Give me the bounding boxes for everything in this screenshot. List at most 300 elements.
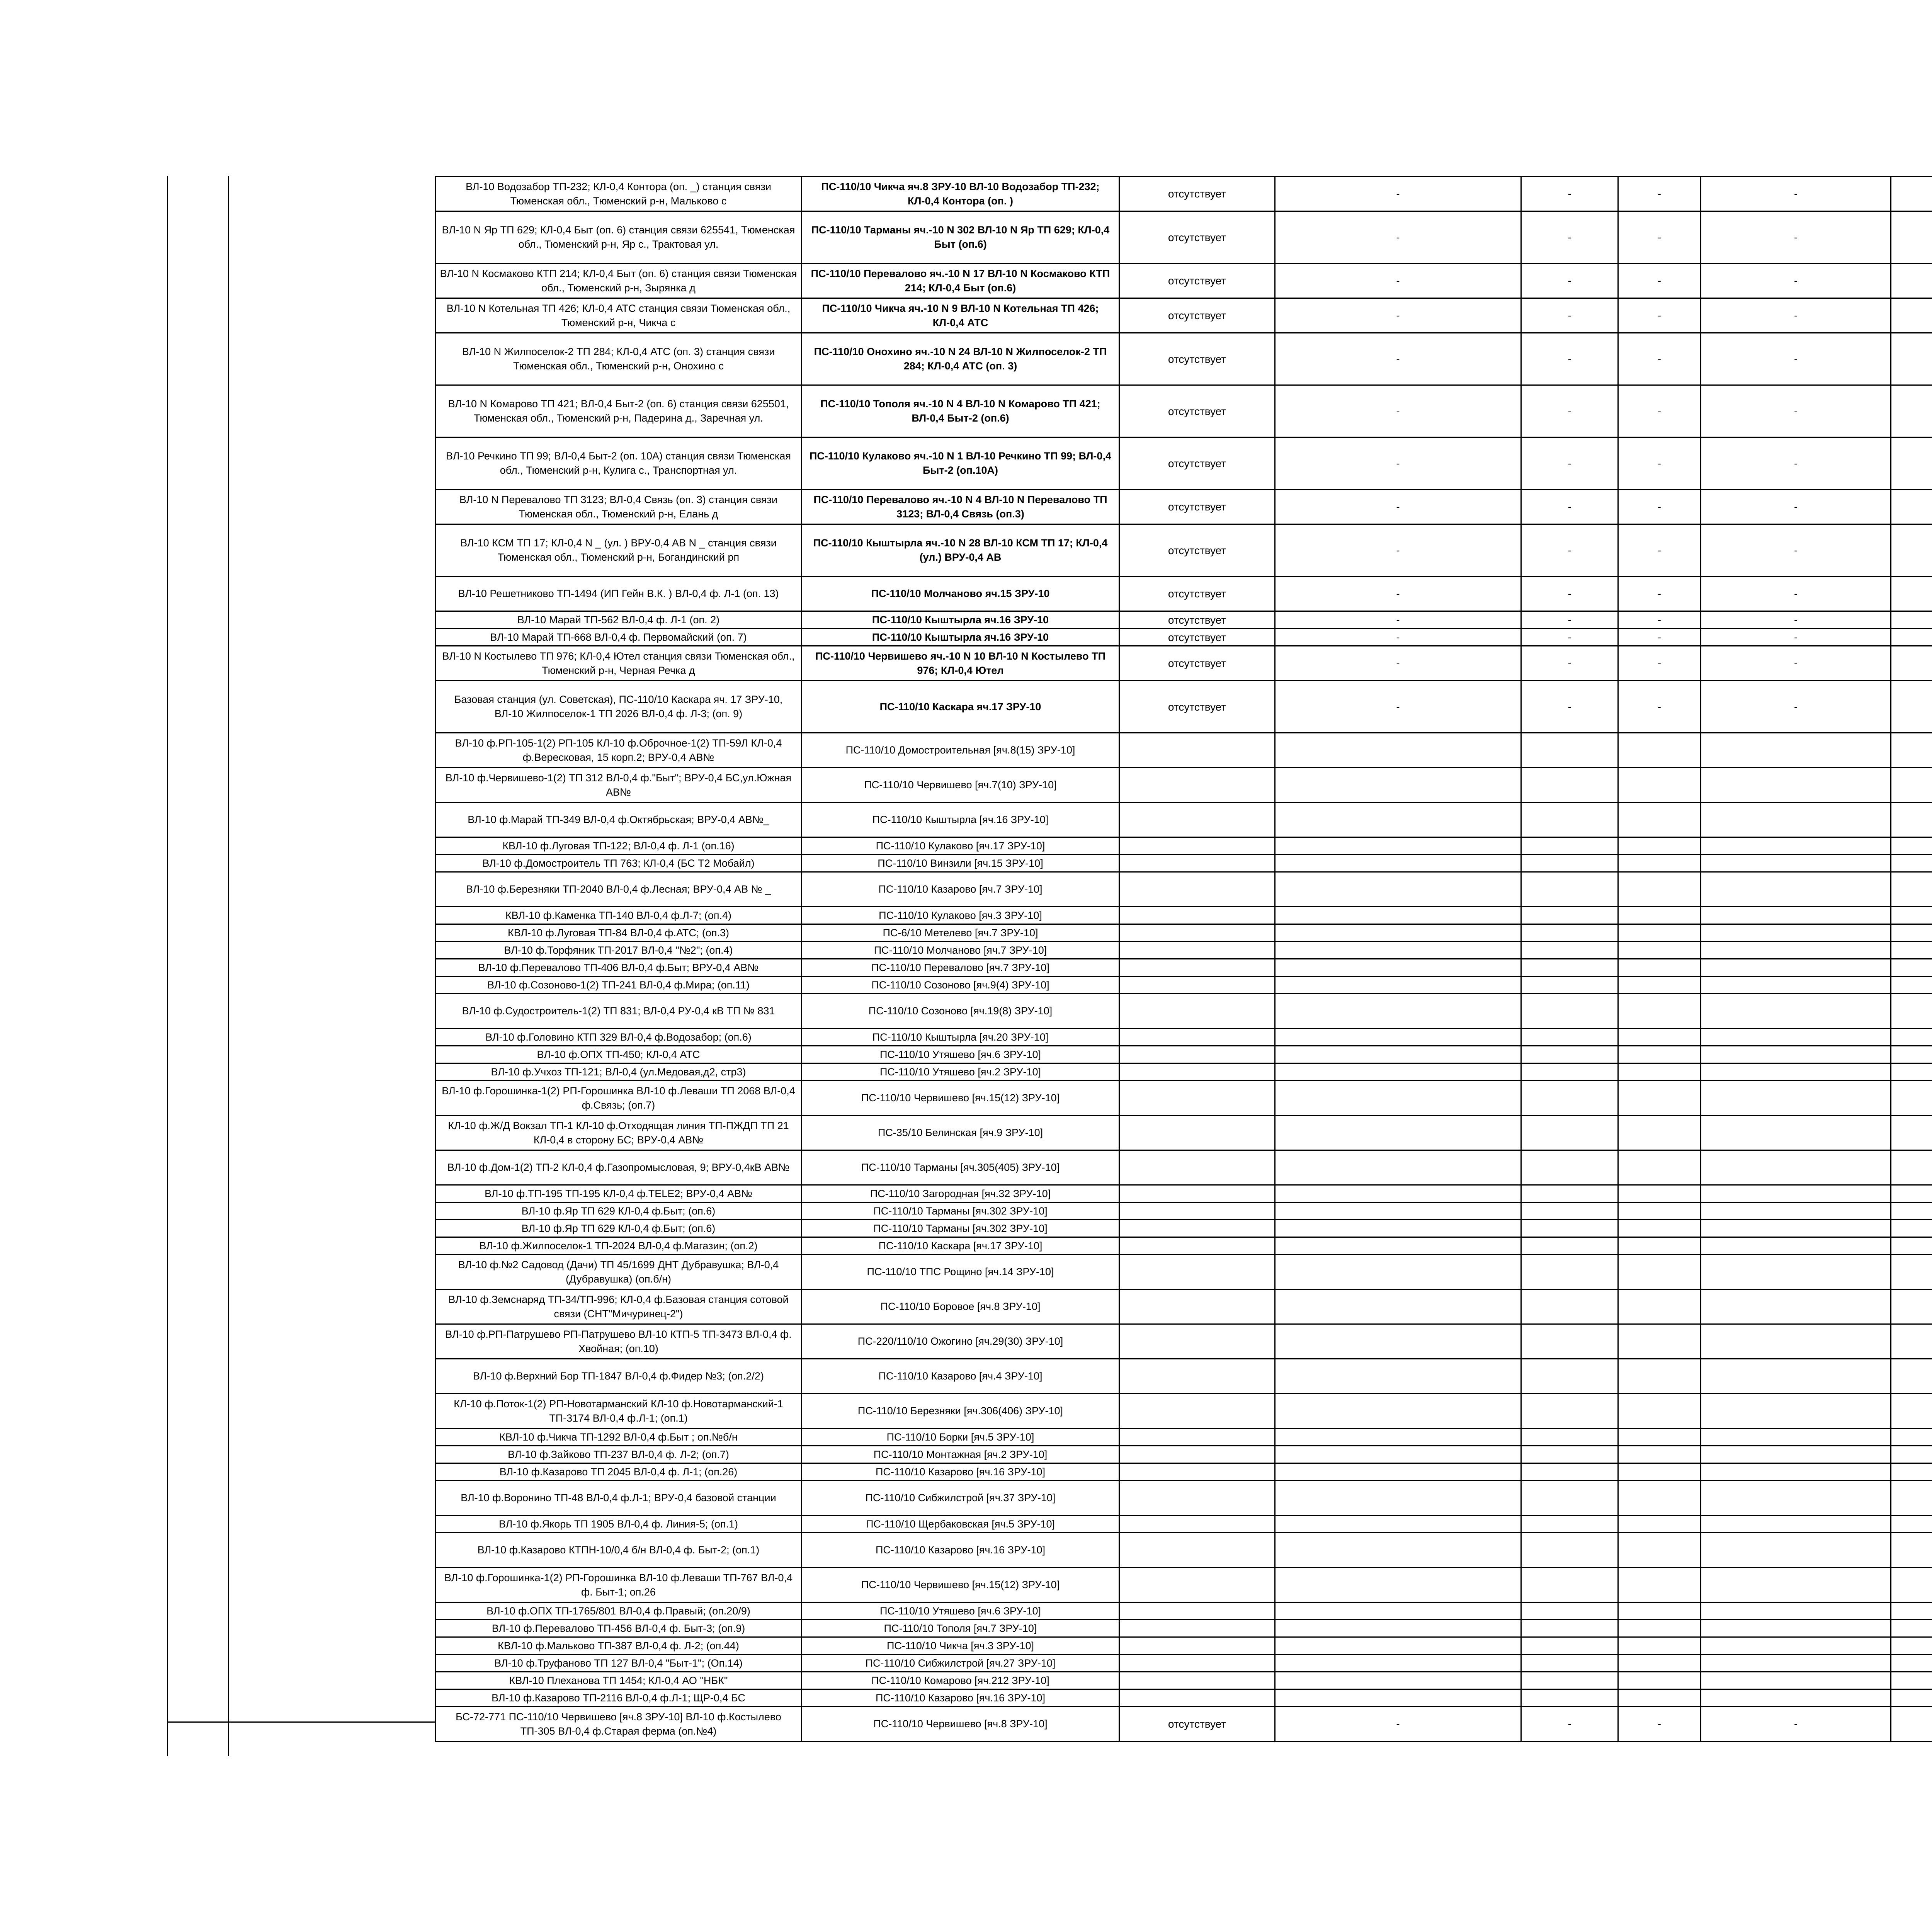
value-cell (1891, 1394, 1932, 1429)
substation-cell: ПС-110/10 Кулаково [яч.17 ЗРУ-10] (802, 837, 1119, 855)
substation-cell: ПС-110/10 Червишево [яч.15(12) ЗРУ-10] (802, 1568, 1119, 1602)
value-cell (1891, 1689, 1932, 1707)
value-cell (1275, 1081, 1521, 1116)
value-cell (1521, 1463, 1618, 1481)
table-row (435, 855, 1932, 872)
value-cell (1701, 1063, 1891, 1081)
value-cell (1891, 994, 1932, 1029)
value-cell (1275, 959, 1521, 976)
table-row (435, 872, 1932, 907)
line-description-cell: ВЛ-10 ф.Жилпоселок-1 ТП-2024 ВЛ-0,4 ф.Магазин; (оп.2) (435, 1237, 802, 1255)
value-cell (1891, 1707, 1932, 1742)
table-row (435, 490, 1932, 524)
value-cell (1521, 1568, 1618, 1602)
value-cell: - (1521, 385, 1618, 437)
status-cell: отсутствует (1119, 264, 1275, 298)
line-description-cell: ВЛ-10 ф.Червишево-1(2) ТП 312 ВЛ-0,4 ф."Быт"; ВРУ-0,4 БС,ул.Южная АВ№ (435, 768, 802, 803)
status-cell: отсутствует (1119, 1707, 1275, 1742)
status-cell (1119, 1324, 1275, 1359)
value-cell (1521, 768, 1618, 803)
value-cell: - (1618, 629, 1701, 646)
value-cell (1701, 1516, 1891, 1533)
status-cell (1119, 1446, 1275, 1463)
value-cell (1618, 1672, 1701, 1689)
value-cell (1701, 1220, 1891, 1237)
value-cell: - (1618, 611, 1701, 629)
value-cell (1618, 1046, 1701, 1063)
line-description-cell: ВЛ-10 ф.Перевалово ТП-406 ВЛ-0,4 ф.Быт; ВРУ-0,4 АВ№ (435, 959, 802, 976)
value-cell (1521, 803, 1618, 837)
value-cell (1891, 1046, 1932, 1063)
value-cell: - (1275, 490, 1521, 524)
line-description-cell: ВЛ-10 ф.ТП-195 ТП-195 КЛ-0,4 ф.TELE2; ВРУ-0,4 АВ№ (435, 1185, 802, 1203)
value-cell (1521, 1081, 1618, 1116)
value-cell: - (1521, 211, 1618, 264)
value-cell (1891, 1063, 1932, 1081)
value-cell: - (1521, 629, 1618, 646)
line-description-cell: ВЛ-10 ф.Марай ТП-349 ВЛ-0,4 ф.Октябрьская; ВРУ-0,4 АВ№_ (435, 803, 802, 837)
value-cell: - (1701, 629, 1891, 646)
value-cell (1618, 872, 1701, 907)
status-cell (1119, 1255, 1275, 1289)
value-cell (1891, 333, 1932, 385)
value-cell (1618, 768, 1701, 803)
table-body (435, 177, 1932, 1742)
table-row (435, 333, 1932, 385)
value-cell: - (1275, 211, 1521, 264)
value-cell (1275, 1237, 1521, 1255)
value-cell (1891, 976, 1932, 994)
value-cell (1521, 1655, 1618, 1672)
substation-cell: ПС-110/10 Загородная [яч.32 ЗРУ-10] (802, 1185, 1119, 1203)
value-cell: - (1618, 385, 1701, 437)
value-cell: - (1521, 177, 1618, 211)
status-cell (1119, 1689, 1275, 1707)
status-cell: отсутствует (1119, 629, 1275, 646)
substation-cell: ПС-110/10 Червишево яч.-10 N 10 ВЛ-10 N Костылево ТП 976; КЛ-0,4 Ютел (802, 646, 1119, 681)
substation-cell: ПС-220/110/10 Ожогино [яч.29(30) ЗРУ-10] (802, 1324, 1119, 1359)
substation-cell: ПС-110/10 Домостроительная [яч.8(15) ЗРУ-10] (802, 733, 1119, 768)
value-cell (1521, 976, 1618, 994)
value-cell (1618, 1446, 1701, 1463)
value-cell (1701, 803, 1891, 837)
value-cell (1275, 837, 1521, 855)
line-description-cell: ВЛ-10 N Жилпоселок-2 ТП 284; КЛ-0,4 АТС (оп. 3) станция связи Тюменская обл., Тюменский р-н, Онохино с (435, 333, 802, 385)
line-description-cell: КВЛ-10 ф.Луговая ТП-122; ВЛ-0,4 ф. Л-1 (оп.16) (435, 837, 802, 855)
value-cell (1521, 837, 1618, 855)
line-description-cell: КВЛ-10 ф.Мальково ТП-387 ВЛ-0,4 ф. Л-2; (оп.44) (435, 1637, 802, 1655)
table-row (435, 177, 1932, 211)
line-description-cell: ВЛ-10 ф.Учхоз ТП-121; ВЛ-0,4 (ул.Медовая,д2, стр3) (435, 1063, 802, 1081)
value-cell (1701, 1185, 1891, 1203)
value-cell (1275, 1394, 1521, 1429)
value-cell (1701, 1255, 1891, 1289)
substation-cell: ПС-110/10 Кыштырла яч.-10 N 28 ВЛ-10 КСМ ТП 17; КЛ-0,4 (ул.) ВРУ-0,4 АВ (802, 524, 1119, 577)
value-cell: - (1618, 1707, 1701, 1742)
line-description-cell: ВЛ-10 N Котельная ТП 426; КЛ-0,4 АТС станция связи Тюменская обл., Тюменский р-н, Чикча с (435, 298, 802, 333)
value-cell (1891, 1289, 1932, 1324)
table-row (435, 1707, 1932, 1742)
value-cell (1521, 1359, 1618, 1394)
substation-cell: ПС-110/10 Сибжилстрой [яч.27 ЗРУ-10] (802, 1655, 1119, 1672)
line-description-cell: ВЛ-10 КСМ ТП 17; КЛ-0,4 N _ (ул. ) ВРУ-0,4 АВ N _ станция связи Тюменская обл., Тюменский р-н, Богандинский рп (435, 524, 802, 577)
line-description-cell: ВЛ-10 ф.Казарово ТП-2116 ВЛ-0,4 ф.Л-1; ЩР-0,4 БС (435, 1689, 802, 1707)
table-row (435, 1481, 1932, 1516)
table-row (435, 924, 1932, 942)
table-row (435, 976, 1932, 994)
value-cell (1891, 1150, 1932, 1185)
value-cell (1275, 872, 1521, 907)
value-cell (1618, 1689, 1701, 1707)
table-row (435, 837, 1932, 855)
value-cell (1275, 976, 1521, 994)
value-cell (1618, 1568, 1701, 1602)
value-cell (1275, 733, 1521, 768)
value-cell (1618, 1637, 1701, 1655)
value-cell (1891, 872, 1932, 907)
value-cell (1891, 1516, 1932, 1533)
value-cell (1701, 942, 1891, 959)
value-cell (1701, 1116, 1891, 1150)
line-description-cell: КВЛ-10 Плеханова ТП 1454; КЛ-0,4 АО "НБК" (435, 1672, 802, 1689)
value-cell (1701, 1689, 1891, 1707)
value-cell: - (1521, 577, 1618, 611)
value-cell (1891, 611, 1932, 629)
value-cell: - (1275, 646, 1521, 681)
substation-cell: ПС-110/10 Казарово [яч.16 ЗРУ-10] (802, 1463, 1119, 1481)
status-cell (1119, 1116, 1275, 1150)
status-cell (1119, 1481, 1275, 1516)
line-description-cell: ВЛ-10 ф.ОПХ ТП-1765/801 ВЛ-0,4 ф.Правый; (оп.20/9) (435, 1602, 802, 1620)
value-cell (1891, 1481, 1932, 1516)
value-cell: - (1618, 681, 1701, 733)
substation-cell: ПС-110/10 Созоново [яч.19(8) ЗРУ-10] (802, 994, 1119, 1029)
value-cell: - (1521, 681, 1618, 733)
value-cell (1618, 1394, 1701, 1429)
status-cell (1119, 1185, 1275, 1203)
value-cell (1618, 1324, 1701, 1359)
value-cell (1891, 924, 1932, 942)
status-cell (1119, 733, 1275, 768)
left-border-line-2 (228, 176, 229, 1756)
line-description-cell: ВЛ-10 ф.Верхний Бор ТП-1847 ВЛ-0,4 ф.Фидер №3; (оп.2/2) (435, 1359, 802, 1394)
line-description-cell: ВЛ-10 Водозабор ТП-232; КЛ-0,4 Контора (оп. _) станция связи Тюменская обл., Тюменский р-н, Мальково с (435, 177, 802, 211)
line-description-cell: КЛ-10 ф.Поток-1(2) РП-Новотарманский КЛ-10 ф.Новотарманский-1 ТП-3174 ВЛ-0,4 ф.Л-1; (оп.1) (435, 1394, 802, 1429)
table-row (435, 1029, 1932, 1046)
value-cell (1701, 1620, 1891, 1637)
status-cell (1119, 1533, 1275, 1568)
value-cell (1521, 942, 1618, 959)
value-cell (1521, 1116, 1618, 1150)
value-cell (1521, 924, 1618, 942)
status-cell (1119, 1029, 1275, 1046)
value-cell (1701, 872, 1891, 907)
value-cell (1521, 1255, 1618, 1289)
table-row (435, 1289, 1932, 1324)
value-cell (1701, 1081, 1891, 1116)
line-description-cell: ВЛ-10 ф.Казарово ТП 2045 ВЛ-0,4 ф. Л-1; (оп.26) (435, 1463, 802, 1481)
value-cell (1618, 1602, 1701, 1620)
table-row (435, 1689, 1932, 1707)
value-cell (1275, 907, 1521, 924)
value-cell (1275, 1289, 1521, 1324)
substation-cell: ПС-110/10 Молчаново [яч.7 ЗРУ-10] (802, 942, 1119, 959)
table-row (435, 1655, 1932, 1672)
value-cell (1618, 1150, 1701, 1185)
value-cell (1891, 768, 1932, 803)
value-cell (1618, 1029, 1701, 1046)
status-cell (1119, 803, 1275, 837)
value-cell (1701, 1289, 1891, 1324)
value-cell (1891, 1637, 1932, 1655)
value-cell: - (1618, 524, 1701, 577)
value-cell (1701, 855, 1891, 872)
value-cell: - (1701, 437, 1891, 490)
value-cell: - (1275, 298, 1521, 333)
value-cell (1275, 942, 1521, 959)
value-cell (1275, 1568, 1521, 1602)
table-row (435, 298, 1932, 333)
value-cell (1891, 1359, 1932, 1394)
substation-cell: ПС-110/10 Червишево [яч.15(12) ЗРУ-10] (802, 1081, 1119, 1116)
table-row (435, 1255, 1932, 1289)
status-cell: отсутствует (1119, 611, 1275, 629)
value-cell (1701, 1481, 1891, 1516)
value-cell (1521, 1289, 1618, 1324)
status-cell: отсутствует (1119, 333, 1275, 385)
value-cell (1891, 1568, 1932, 1602)
value-cell: - (1701, 1707, 1891, 1742)
value-cell (1618, 1359, 1701, 1394)
status-cell (1119, 872, 1275, 907)
table-row (435, 1568, 1932, 1602)
value-cell (1701, 907, 1891, 924)
table-row (435, 211, 1932, 264)
value-cell: - (1275, 333, 1521, 385)
line-description-cell: ВЛ-10 ф.Горошинка-1(2) РП-Горошинка ВЛ-10 ф.Леваши ТП-767 ВЛ-0,4 ф. Быт-1; оп.26 (435, 1568, 802, 1602)
value-cell: - (1521, 646, 1618, 681)
value-cell (1891, 942, 1932, 959)
table-row (435, 1185, 1932, 1203)
value-cell (1891, 1116, 1932, 1150)
substation-cell: ПС-110/10 Винзили [яч.15 ЗРУ-10] (802, 855, 1119, 872)
value-cell (1891, 907, 1932, 924)
line-description-cell: ВЛ-10 N Космаково КТП 214; КЛ-0,4 Быт (оп. 6) станция связи Тюменская обл., Тюменский р-н, Зырянка д (435, 264, 802, 298)
value-cell (1891, 1446, 1932, 1463)
value-cell: - (1618, 646, 1701, 681)
value-cell (1701, 1324, 1891, 1359)
status-cell (1119, 1620, 1275, 1637)
value-cell (1275, 1516, 1521, 1533)
line-description-cell: ВЛ-10 ф.Горошинка-1(2) РП-Горошинка ВЛ-10 ф.Леваши ТП 2068 ВЛ-0,4 ф.Связь; (оп.7) (435, 1081, 802, 1116)
value-cell (1521, 1672, 1618, 1689)
table-row (435, 1359, 1932, 1394)
value-cell (1275, 1463, 1521, 1481)
value-cell (1891, 1255, 1932, 1289)
substation-cell: ПС-110/10 Кыштырла [яч.16 ЗРУ-10] (802, 803, 1119, 837)
status-cell: отсутствует (1119, 385, 1275, 437)
value-cell (1521, 1324, 1618, 1359)
table-row (435, 577, 1932, 611)
value-cell (1275, 994, 1521, 1029)
value-cell: - (1618, 298, 1701, 333)
value-cell (1891, 1533, 1932, 1568)
line-description-cell: ВЛ-10 ф.Якорь ТП 1905 ВЛ-0,4 ф. Линия-5; (оп.1) (435, 1516, 802, 1533)
table-row (435, 1429, 1932, 1446)
value-cell (1618, 1655, 1701, 1672)
value-cell (1891, 1672, 1932, 1689)
value-cell (1618, 1620, 1701, 1637)
substation-cell: ПС-110/10 Комарово [яч.212 ЗРУ-10] (802, 1672, 1119, 1689)
substation-cell: ПС-110/10 Казарово [яч.4 ЗРУ-10] (802, 1359, 1119, 1394)
value-cell (1521, 1602, 1618, 1620)
line-description-cell: ВЛ-10 ф.Воронино ТП-48 ВЛ-0,4 ф.Л-1; ВРУ-0,4 базовой станции (435, 1481, 802, 1516)
value-cell (1891, 524, 1932, 577)
value-cell (1891, 1463, 1932, 1481)
value-cell (1891, 959, 1932, 976)
line-description-cell: ВЛ-10 ф.ОПХ ТП-450; КЛ-0,4 АТС (435, 1046, 802, 1063)
value-cell: - (1275, 577, 1521, 611)
value-cell (1891, 177, 1932, 211)
table-row (435, 1324, 1932, 1359)
substation-cell: ПС-110/10 ТПС Рощино [яч.14 ЗРУ-10] (802, 1255, 1119, 1289)
value-cell (1275, 1655, 1521, 1672)
value-cell (1701, 1394, 1891, 1429)
substation-cell: ПС-110/10 Казарово [яч.7 ЗРУ-10] (802, 872, 1119, 907)
table-row (435, 385, 1932, 437)
line-description-cell: ВЛ-10 ф.Земснаряд ТП-34/ТП-996; КЛ-0,4 ф.Базовая станция сотовой связи (СНТ"Мичуринец-2") (435, 1289, 802, 1324)
value-cell (1701, 1637, 1891, 1655)
value-cell (1521, 1394, 1618, 1429)
substation-cell: ПС-110/10 Созоново [яч.9(4) ЗРУ-10] (802, 976, 1119, 994)
value-cell (1701, 1203, 1891, 1220)
substation-cell: ПС-110/10 Тарманы [яч.302 ЗРУ-10] (802, 1203, 1119, 1220)
value-cell (1275, 1637, 1521, 1655)
table-row (435, 1672, 1932, 1689)
status-cell (1119, 768, 1275, 803)
table-row (435, 1602, 1932, 1620)
substation-cell: ПС-110/10 Чикча [яч.3 ЗРУ-10] (802, 1637, 1119, 1655)
value-cell (1701, 1568, 1891, 1602)
substation-cell: ПС-110/10 Боровое [яч.8 ЗРУ-10] (802, 1289, 1119, 1324)
value-cell (1701, 1429, 1891, 1446)
table-row (435, 1533, 1932, 1568)
value-cell (1618, 1185, 1701, 1203)
value-cell (1891, 1655, 1932, 1672)
status-cell (1119, 959, 1275, 976)
value-cell (1275, 1255, 1521, 1289)
value-cell: - (1275, 385, 1521, 437)
value-cell (1891, 1429, 1932, 1446)
substation-cell: ПС-110/10 Щербаковская [яч.5 ЗРУ-10] (802, 1516, 1119, 1533)
value-cell: - (1521, 437, 1618, 490)
value-cell (1618, 1463, 1701, 1481)
value-cell: - (1701, 385, 1891, 437)
value-cell: - (1521, 298, 1618, 333)
table-row (435, 524, 1932, 577)
status-cell (1119, 1672, 1275, 1689)
value-cell (1521, 733, 1618, 768)
table-row (435, 1220, 1932, 1237)
value-cell: - (1521, 333, 1618, 385)
value-cell (1618, 959, 1701, 976)
line-description-cell: ВЛ-10 Марай ТП-668 ВЛ-0,4 ф. Первомайский (оп. 7) (435, 629, 802, 646)
line-description-cell: ВЛ-10 ф.Яр ТП 629 КЛ-0,4 ф.Быт; (оп.6) (435, 1220, 802, 1237)
status-cell (1119, 1203, 1275, 1220)
value-cell (1891, 298, 1932, 333)
value-cell (1701, 1655, 1891, 1672)
value-cell (1521, 1203, 1618, 1220)
status-cell (1119, 1602, 1275, 1620)
status-cell: отсутствует (1119, 681, 1275, 733)
status-cell (1119, 1046, 1275, 1063)
substation-cell: ПС-110/10 Каскара [яч.17 ЗРУ-10] (802, 1237, 1119, 1255)
line-description-cell: ВЛ-10 N Костылево ТП 976; КЛ-0,4 Ютел станция связи Тюменская обл., Тюменский р-н, Черная Речка д (435, 646, 802, 681)
line-description-cell: ВЛ-10 ф.Дом-1(2) ТП-2 КЛ-0,4 ф.Газопромысловая, 9; ВРУ-0,4кВ АВ№ (435, 1150, 802, 1185)
value-cell (1275, 1481, 1521, 1516)
value-cell: - (1618, 264, 1701, 298)
value-cell (1618, 1237, 1701, 1255)
substation-cell: ПС-110/10 Каскара яч.17 ЗРУ-10 (802, 681, 1119, 733)
value-cell (1521, 1533, 1618, 1568)
status-cell (1119, 976, 1275, 994)
value-cell (1275, 1185, 1521, 1203)
value-cell (1521, 1220, 1618, 1237)
value-cell (1701, 1046, 1891, 1063)
value-cell (1275, 1116, 1521, 1150)
left-border-row-line (167, 1721, 435, 1723)
value-cell (1275, 1046, 1521, 1063)
value-cell (1891, 211, 1932, 264)
value-cell: - (1701, 298, 1891, 333)
value-cell (1521, 1185, 1618, 1203)
status-cell (1119, 1429, 1275, 1446)
value-cell: - (1701, 211, 1891, 264)
value-cell (1618, 942, 1701, 959)
substation-cell: ПС-110/10 Кыштырла яч.16 ЗРУ-10 (802, 629, 1119, 646)
line-description-cell: ВЛ-10 N Комарово ТП 421; ВЛ-0,4 Быт-2 (оп. 6) станция связи 625501, Тюменская обл., Тюменский р-н, Падерина д., Заречная ул. (435, 385, 802, 437)
value-cell (1618, 1203, 1701, 1220)
status-cell (1119, 942, 1275, 959)
value-cell (1891, 1324, 1932, 1359)
value-cell (1891, 646, 1932, 681)
value-cell (1275, 1429, 1521, 1446)
line-description-cell: КВЛ-10 ф.Чикча ТП-1292 ВЛ-0,4 ф.Быт ; оп.№б/н (435, 1429, 802, 1446)
value-cell (1701, 994, 1891, 1029)
status-cell (1119, 1637, 1275, 1655)
value-cell (1618, 803, 1701, 837)
substation-cell: ПС-110/10 Утяшево [яч.6 ЗРУ-10] (802, 1046, 1119, 1063)
line-description-cell: ВЛ-10 ф.Казарово КТПН-10/0,4 б/н ВЛ-0,4 ф. Быт-2; (оп.1) (435, 1533, 802, 1568)
value-cell: - (1275, 264, 1521, 298)
value-cell: - (1701, 333, 1891, 385)
status-cell (1119, 1463, 1275, 1481)
status-cell (1119, 1289, 1275, 1324)
value-cell (1891, 1029, 1932, 1046)
substation-cell: ПС-110/10 Тарманы яч.-10 N 302 ВЛ-10 N Яр ТП 629; КЛ-0,4 Быт (оп.6) (802, 211, 1119, 264)
value-cell (1275, 1533, 1521, 1568)
line-description-cell: ВЛ-10 ф.№2 Садовод (Дачи) ТП 45/1699 ДНТ Дубравушка; ВЛ-0,4 (Дубравушка) (оп.б/н) (435, 1255, 802, 1289)
value-cell (1521, 872, 1618, 907)
line-description-cell: ВЛ-10 ф.Созоново-1(2) ТП-241 ВЛ-0,4 ф.Мира; (оп.11) (435, 976, 802, 994)
value-cell (1618, 1481, 1701, 1516)
value-cell (1618, 1429, 1701, 1446)
status-cell: отсутствует (1119, 490, 1275, 524)
line-description-cell: ВЛ-10 ф.Домостроитель ТП 763; КЛ-0,4 (БС Т2 Мобайл) (435, 855, 802, 872)
substation-cell: ПС-110/10 Тополя [яч.7 ЗРУ-10] (802, 1620, 1119, 1637)
left-border-line-1 (167, 176, 168, 1756)
status-cell: отсутствует (1119, 577, 1275, 611)
